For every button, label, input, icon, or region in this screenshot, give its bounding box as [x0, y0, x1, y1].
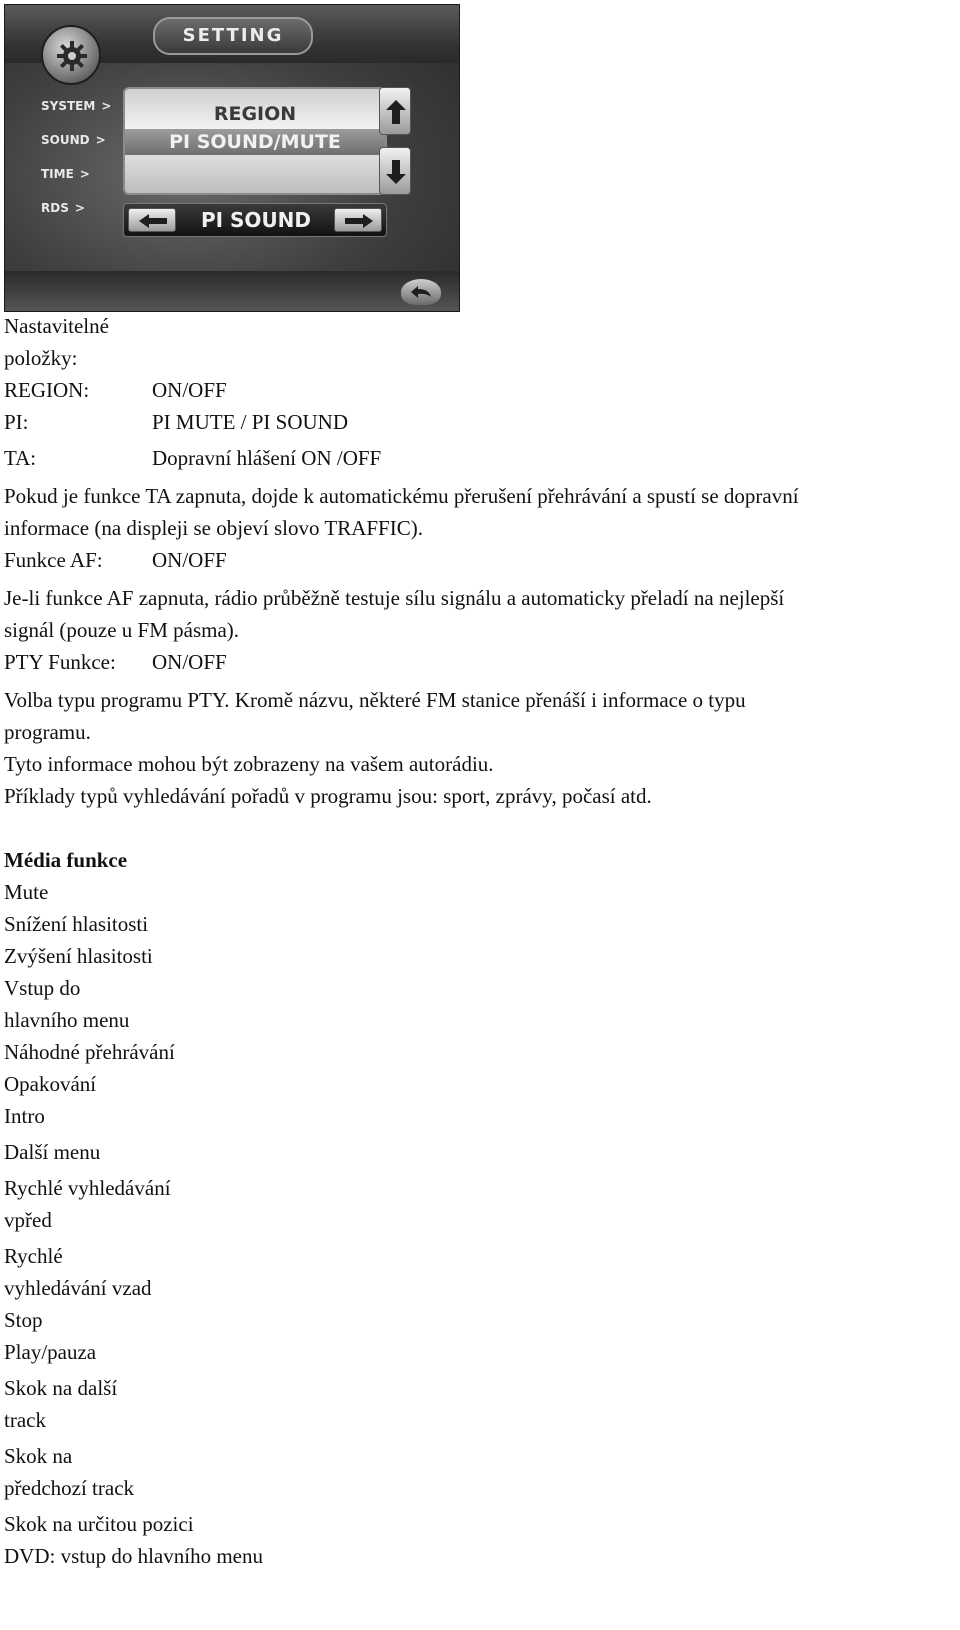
setting-key: PI:: [4, 410, 29, 434]
setting-key: TA:: [4, 446, 37, 470]
media-item: Play/pauza: [4, 1340, 97, 1364]
intro-line-2: položky:: [4, 346, 78, 370]
chevron-right-icon: >: [101, 99, 112, 113]
media-item: Skok na další: [4, 1376, 118, 1400]
intro-line-1: Nastavitelné: [4, 314, 109, 338]
media-item: Skok na určitou pozici: [4, 1512, 194, 1536]
media-item: Zvýšení hlasitosti: [4, 944, 153, 968]
arrow-left-icon: [139, 214, 167, 228]
media-item: track: [4, 1408, 46, 1432]
media-item: vyhledávání vzad: [4, 1276, 152, 1300]
media-item: Mute: [4, 880, 49, 904]
setting-row-ta: [4, 444, 382, 472]
af-description-line-2: signál (pouze u FM pásma).: [4, 618, 240, 642]
media-functions-heading: Média funkce: [4, 848, 128, 872]
scroll-up-button[interactable]: [379, 87, 411, 135]
settings-gear-icon: [41, 25, 101, 85]
sidebar-item-label: SYSTEM: [41, 99, 96, 113]
value-selector: [123, 203, 387, 237]
media-item: DVD: vstup do hlavního menu: [4, 1544, 263, 1568]
pty-description-line-1: Volba typu programu PTY. Kromě názvu, některé FM stanice přenáší i informace o typu: [4, 688, 746, 712]
media-item: hlavního menu: [4, 1008, 130, 1032]
setting-row-region: [4, 376, 227, 404]
current-value-label: PI SOUND: [200, 208, 312, 232]
media-item: Náhodné přehrávání: [4, 1040, 175, 1064]
media-item: Rychlé: [4, 1244, 63, 1268]
media-item: Další menu: [4, 1140, 101, 1164]
arrow-down-icon: [386, 160, 406, 184]
media-item: Vstup do: [4, 976, 81, 1000]
media-item: Rychlé vyhledávání: [4, 1176, 171, 1200]
media-item: Opakování: [4, 1072, 97, 1096]
setting-value: ON/OFF: [152, 650, 227, 674]
arrow-right-icon: [345, 214, 373, 228]
list-item-pi-sound-mute[interactable]: PI SOUND/MUTE: [125, 129, 385, 155]
af-description-line-1: Je-li funkce AF zapnuta, rádio průběžně testuje sílu signálu a automaticky přeladí na nejlepší: [4, 586, 785, 610]
arrow-up-icon: [386, 100, 406, 124]
chevron-right-icon: >: [79, 167, 90, 181]
settings-title: SETTING: [153, 17, 313, 55]
setting-value: ON/OFF: [152, 378, 227, 402]
setting-key: Funkce AF:: [4, 548, 103, 572]
media-item: Skok na: [4, 1444, 73, 1468]
media-item: Intro: [4, 1104, 45, 1128]
setting-value: Dopravní hlášení ON /OFF: [152, 446, 382, 470]
chevron-right-icon: >: [74, 201, 85, 215]
next-value-button[interactable]: [334, 208, 382, 232]
chevron-right-icon: >: [95, 133, 106, 147]
setting-key: PTY Funkce:: [4, 650, 116, 674]
media-item: vpřed: [4, 1208, 52, 1232]
media-item: Stop: [4, 1308, 43, 1332]
ta-description-line-2: informace (na displeji se objeví slovo TRAFFIC).: [4, 516, 423, 540]
pty-description-line-3: Tyto informace mohou být zobrazeny na vašem autorádiu.: [4, 752, 494, 776]
setting-value: PI MUTE / PI SOUND: [152, 410, 349, 434]
previous-value-button[interactable]: [128, 208, 176, 232]
ta-description-line-1: Pokud je funkce TA zapnuta, dojde k automatickému přerušení přehrávání a spustí se dopravní: [4, 484, 799, 508]
setting-value: ON/OFF: [152, 548, 227, 572]
setting-row-af: [4, 546, 227, 574]
setting-row-pty: [4, 648, 227, 676]
sidebar-item-sound[interactable]: [41, 129, 123, 151]
settings-screenshot: [4, 4, 460, 312]
pty-description-line-2: programu.: [4, 720, 91, 744]
back-button[interactable]: [401, 279, 441, 305]
sidebar-item-label: SOUND: [41, 133, 90, 147]
sidebar-item-rds[interactable]: [41, 197, 123, 219]
sidebar-item-label: RDS: [41, 201, 69, 215]
media-item: předchozí track: [4, 1476, 135, 1500]
setting-key: REGION:: [4, 378, 90, 402]
list-item-region[interactable]: REGION: [213, 103, 297, 125]
setting-row-pi: [4, 408, 349, 436]
pty-description-line-4: Příklady typů vyhledávání pořadů v programu jsou: sport, zprávy, počasí atd.: [4, 784, 652, 808]
screen-footer: [5, 271, 459, 311]
scroll-down-button[interactable]: [379, 147, 411, 195]
media-item: Snížení hlasitosti: [4, 912, 149, 936]
back-arrow-icon: [409, 284, 433, 300]
sidebar-item-system[interactable]: [41, 95, 123, 117]
settings-list: [123, 87, 387, 195]
sidebar-item-time[interactable]: [41, 163, 123, 185]
sidebar-item-label: TIME: [41, 167, 74, 181]
